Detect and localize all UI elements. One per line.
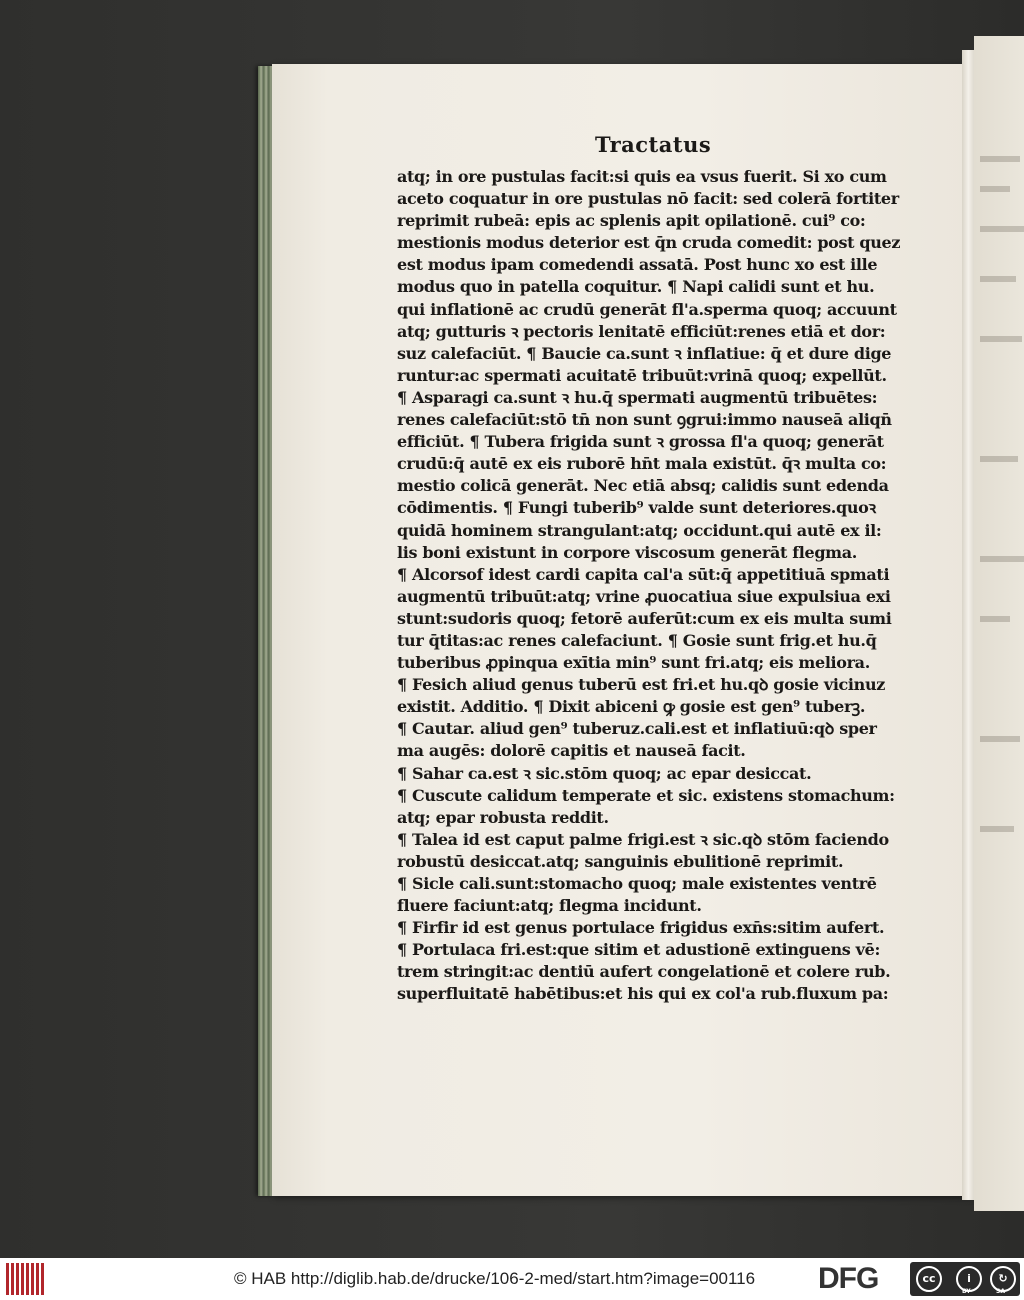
text-line: lis boni existunt in corpore viscosum generāt flegma. bbox=[397, 542, 857, 562]
text-line: modus quo in patella coquitur. ¶ Napi calidi sunt et hu. bbox=[397, 277, 875, 297]
text-line: tuberibus ꝓpinqua exītia min⁹ sunt fri.atq; eis meliora. bbox=[397, 653, 870, 673]
footer-bar bbox=[0, 1258, 1024, 1300]
text-line: atq; epar robusta reddit. bbox=[397, 807, 609, 827]
by-label: BY bbox=[962, 1288, 971, 1295]
text-line: ¶ Talea id est caput palme frigi.est ꝛ sic.qꝺ stōm faciendo bbox=[397, 829, 889, 849]
running-header: Tractatus bbox=[595, 132, 712, 157]
text-line: renes calefaciūt:stō tn̄ non sunt ꝯgrui:immo nauseā aliqn̄ bbox=[397, 410, 892, 430]
text-line: existit. Additio. ¶ Dixit abiceni ꝙ gosie est gen⁹ tuberꝫ. bbox=[397, 697, 866, 717]
text-line: ¶ Alcorsof idest cardi capita cal'a sūt:q̄ appetitiuā spmati bbox=[397, 564, 890, 584]
text-line: ¶ Asparagi ca.sunt ꝛ hu.q̄ spermati augmentū tribuētes: bbox=[397, 387, 878, 407]
text-line: atq; in ore pustulas facit:si quis ea vsus fuerit. Si xo cum bbox=[397, 167, 887, 186]
text-line: quidā hominem strangulant:atq; occidunt.qui autē ex il: bbox=[397, 520, 882, 540]
text-line: ¶ Cuscute calidum temperate et sic. existens stomachum: bbox=[397, 785, 895, 805]
text-line: aceto coquatur in ore pustulas nō facit: sed colerā fortiter bbox=[397, 189, 899, 209]
text-line: cōdimentis. ¶ Fungi tuberib⁹ valde sunt deteriores.quoꝛ bbox=[397, 498, 876, 518]
copyright-link[interactable]: © HAB http://diglib.hab.de/drucke/106-2-med/start.htm?image=00116 bbox=[234, 1269, 756, 1288]
text-line: robustū desiccat.atq; sanguinis ebulitionē reprimit. bbox=[397, 851, 844, 871]
cc-license-badge[interactable] bbox=[910, 1262, 1020, 1296]
text-line: atq; gutturis ꝛ pectoris lenitatē efficiūt:renes etiā et dor: bbox=[397, 321, 886, 341]
text-line: crudū:q̄ autē ex eis ruborē hn̄t mala existūt. q̄ꝛ multa co: bbox=[397, 454, 887, 474]
text-line: ¶ Sicle cali.sunt:stomacho quoq; male existentes ventrē bbox=[397, 874, 877, 893]
text-line: ¶ Sahar ca.est ꝛ sic.stōm quoq; ac epar desiccat. bbox=[397, 763, 812, 783]
text-line: fluere faciunt:atq; flegma incidunt. bbox=[397, 896, 702, 916]
text-line: ¶ Portulaca fri.est:que sitim et adustionē extinguens vē: bbox=[397, 940, 880, 960]
text-line: tur q̄titas:ac renes calefaciunt. ¶ Gosie sunt frig.et hu.q̄ bbox=[397, 630, 877, 650]
text-line: mestionis modus deterior est q̄n cruda comedit: post quez bbox=[397, 233, 901, 253]
text-line: suz calefaciūt. ¶ Baucie ca.sunt ꝛ inflatiue: q̄ et dure dige bbox=[397, 343, 892, 363]
sa-label: SA bbox=[996, 1288, 1005, 1295]
text-line: augmentū tribuūt:atq; vrine ꝓuocatiua siue expulsiua exi bbox=[397, 586, 891, 606]
text-line: efficiūt. ¶ Tubera frigida sunt ꝛ grossa fl'a quoq; generāt bbox=[397, 432, 884, 452]
text-line: reprimit rubeā: epis ac splenis apit opilationē. cui⁹ co: bbox=[397, 211, 866, 231]
body-text bbox=[397, 166, 937, 1006]
by-icon: i bbox=[956, 1266, 982, 1292]
sa-icon: ↻ bbox=[990, 1266, 1016, 1292]
facing-page-edge bbox=[974, 36, 1024, 1211]
text-line: mestio colicā generāt. Nec etiā absq; calidis sunt edenda bbox=[397, 476, 889, 496]
cc-icon: cc bbox=[916, 1266, 942, 1292]
text-line: stunt:sudoris quoq; fetorē auferūt:cum ex eis multa sumi bbox=[397, 608, 892, 628]
text-line: ¶ Firfir id est genus portulace frigidus exn̄s:sitim aufert. bbox=[397, 918, 885, 938]
text-line: superfluitatē habētibus:et his qui ex col'a rub.fluxum pa: bbox=[397, 984, 889, 1004]
text-line: runtur:ac spermati acuitatē tribuūt:vrinā quoq; expellūt. bbox=[397, 365, 887, 385]
hab-logo-icon[interactable] bbox=[6, 1263, 46, 1295]
dfg-logo[interactable]: DFG bbox=[818, 1262, 879, 1295]
text-line: qui inflationē ac crudū generāt fl'a.sperma quoq; accuunt bbox=[397, 299, 897, 319]
text-line: ma augēs: dolorē capitis et nauseā facit. bbox=[397, 741, 746, 761]
text-line: ¶ Fesich aliud genus tuberū est fri.et hu.qꝺ gosie vicinuz bbox=[397, 675, 885, 695]
text-line: trem stringit:ac dentiū aufert congelationē et colere rub. bbox=[397, 962, 891, 982]
text-line: ¶ Cautar. aliud gen⁹ tuberuz.cali.est et inflatiuū:qꝺ sper bbox=[397, 719, 877, 739]
text-line: est modus ipam comedendi assatā. Post hunc xo est ille bbox=[397, 255, 878, 275]
